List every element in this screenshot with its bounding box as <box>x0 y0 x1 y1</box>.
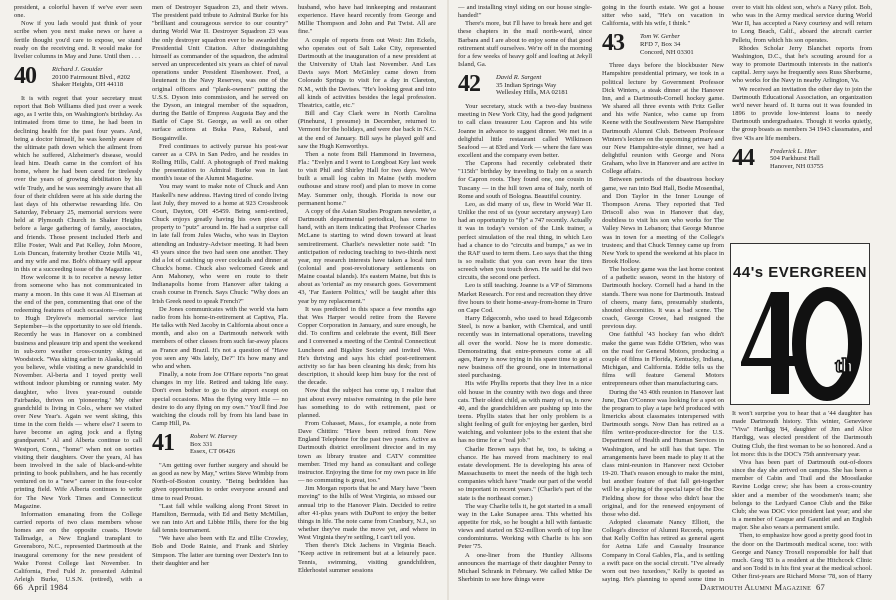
paragraph: Viva has been part of Dartmouth out-of-doors since the day she arrived on campus. She has been a member of Cabin and Trail and the Moosilauke Ravine Lodge crew; she has been a cross-country skier and a member of the woodsmen's team; she belongs to the Ledyard Canoe Club and the Bike Club; she was DOC vice president last year; and she is a member of Casque and Gauntlet and an English major. She also wears a permanent smile. <box>732 458 872 532</box>
class-address <box>52 65 130 89</box>
paragraph: "We have also been with Ez and Ellie Crowley, Bob and Dode Rainie, and Frank and Shirley Simpson. The latter are turning over Dexter's Inn to their daughter and her <box>152 535 288 567</box>
paragraph: From Cohasset, Mass., for example, a note from Dave Chittim: "Have been retired from New England Telephone for the past two years. Active as Dartmouth district enrollment director and in my town as library trustee and CATV committee member. Tried my hand as consultant and college instructor. Enjoying the time for my own pace in life — no commuting is great, too." <box>298 419 436 485</box>
paragraph: Jim Morgan reports that he and Mary have "been moving" to the hills of West Virginia, so missed our annual trip to the Hanover Plain. Decided to retire after 41-plus years with DuPont to enjoy the better things in life. The note came from Cranbury, N.J., so whether they've made the move yet, and where in West Virginia they're settling, I can't tell you. <box>298 485 436 542</box>
class-address <box>770 147 823 171</box>
paragraph: — and installing vinyl siding on our house single-handed!" <box>458 4 592 20</box>
paragraph: husband, who have had innkeeping and restaurant experience. Have heard recently from George and Millie Thompson and John and Pat Twist. All are fine." <box>298 4 436 36</box>
paragraph: It was predicted in this space a few months ago that Wes Harper would retire from the Revere Copper Corporation in January, and sure enough, he did. To confirm and celebrate the event, Bill Beer and I convened a meeting of the Central Connecticut Luncheon and Bigshire Society and invited Wes. He's thriving and says his chief post-retirement activity so far has been cleaning his desk; from his description, it should keep him busy for the rest of the decade. <box>298 305 436 387</box>
paragraph: "Am getting over further surgery and should be as good as new by May," writes Steve Wimbip from North-of-Boston country. "Being bedridden has given opportunities to order everyone around and time to read Proust. <box>152 461 288 502</box>
paragraph: Adopted classmate Nancy Elliott, the College's director of Alumni Records, reports that Kelly Coffin has retired as general agent for Aetna Life and Casualty Insurance Company in Coral Gables, Fla., and is settling a swift pace on the social circuit. "I've already worn out two tuxedoes," Kelly is quoted as saying. He's planning to spend some time in <box>602 519 724 584</box>
emblem-band: 44's EVERGREEN <box>733 264 867 281</box>
paragraph: It is with regret that your secretary must report that Bob Williams died just over a week ago, as I write this, on Washington's birthday. As intimated from time to time, he had been in declining health for the past four years. And, being a doctor himself, he was keenly aware of the ultimate path down which the ailment from which he suffered, Alzheimer's disease, would lead him. Death came in the comfort of his home, where he had been cared for tirelessly over the years of growing debilitation by his wife Trudy, and he was seemingly aware that all four of their children were at his side during the last days of his otherwise rewarding life. On Saturday, February 25, memorial services were held at Plymouth Church in Shaker Heights before a large gathering of family, associates, and friends. Those present included Herb and Ellie Foster, Walt and Pat Kelley, John Moore, Lois Duncan, fraternity brother Ozzie Mills '41, and my wife and me. Bob's obituary will appear in this or a succeeding issue of the Magazine. <box>14 94 142 274</box>
paragraph: Then there's Dick Jachens in Virginia Beach. "Keep active in retirement but at a leisurely pace. Tennis, swimming, visiting grandchildren, Elderhostel summer sessions <box>298 542 436 574</box>
paragraph: president, a colorful haven if we've ever seen one. <box>14 4 142 20</box>
class-header-44 <box>732 144 872 171</box>
right-folio <box>700 582 825 592</box>
emblem-year-suffix: th <box>835 355 853 377</box>
paragraph: Now if you lads would just think of your scribe when you next make news or have a fertile thought you'd care to expose, we stand ready on the receiving end. It would make for livelier columns in May and June. Until then . . . <box>14 20 142 60</box>
paragraph: How welcome it is to receive a newsy letter from someone who has not communicated in many a moon. In this case it was Al Eiseman at the end of the pen, commenting that one of the redeeming features of such occasions—referring to Hugh Drylove's memorial service last September—is the opportunity to see old friends. Recently he was in Hanover on a combined business and pleasure trip and spent the weekend in sub-zero weather cross-country skiing at Woodstock. "Was skiing earlier in Alaska, would you believe, while visiting a new grandchild in November. Al-berta and I toyed pretty well without indoor plumbing or running water. My daughter, who lives year-round outside Fairbanks, thrives on 'pioneering.' My other grandchild is living in Colo., where we visited over New Year's. Again we went skiing, this time in the corn fields — where else? I seem to have become an aging jock and a flying grandparent." Al and Alberta continue to call Westport, Conn., "home" when not on sorties visiting their daughters. Over the years, Al has been involved in the sale of black-and-white printing to book publishers, and he has recently ventured on to a "new" career in the four-color printing field. Wife Alberta continues to write for The New York Times and Connecticut Magazine. <box>14 274 142 510</box>
class-header-40 <box>14 65 142 89</box>
paragraph: During the '43 40th reunion in Hanover last June, Dan O'Connor was looking for a spot on the program to play a tape he'd produced with limericks about classmates interspersed with Dartmouth songs. Now Dan has retired as a film writer-producer-director for the U.S. Department of Health and Human Services in Washington, and he still has that tape. The arrangements have been made to play it at the class mini-reunion in Hanover next October 19-20. That's reason enough to make the mini, but another feature of that fall get-together will be a playing of the special tape of the Doc Fielding show for those who didn't hear the original, and for the renewed enjoyment of those who did. <box>602 388 724 518</box>
secretary-name: Robert W. Harvey <box>190 433 238 441</box>
paragraph: Three days before the blockbuster New Hampshire presidential primary, we took in a political lecture by Government Professor Dick Winters, a steak dinner at the Hanover Inn, and a Dartmouth-Cornell hockey game. We shared all three events with Fritz Geller and his wife Nanice, who came up from Keene with the Southwestern New Hampshire Dartmouth Alumni Club. Between Professor Winters's lecture on the upcoming primary and our New Hampshire-style dinner, we had a delightful reunion with George and Nora Graham, who live in Hanover and are active in College affairs. <box>602 62 724 176</box>
big-4-graphic <box>741 292 801 394</box>
paragraph: You may want to make note of Chuck and Ann Haskell's new address. Having tired of condo living last July, they moved to a home at 923 Crossbrook Court, Dayton, OH 45459. Being semi-retired, Chuck enjoys greatly having his own piece of property to "putz" around in. He had a surprise call in late fall from Jules Wachs, who was in Dayton attending an Industry-Advisor meeting. It had been 43 years since the two had seen one another. They did a lot of catching up over cocktails and dinner at Chuck's home. Chuck also welcomed Greek and Ann Mahoney, who were en route to their Indianapolis home from Hanover after taking a crash course in French. Says Chuck: "Why does an Irish Greek need to speak French?" <box>152 183 288 305</box>
class-header-41 <box>152 432 288 456</box>
class-header-42 <box>458 73 592 97</box>
paragraph: Leo is still teaching. Joanne is a VP of Simmons Market Research. For rest and recreation they drive five hours to their home-away-from-home in Truro on Cape Cod. <box>458 282 592 314</box>
paragraph: Your secretary, stuck with a two-day business meeting in New York City, had the good judgment to call class treasurer Lou Capron and his wife Joanne in advance to suggest dinner. We met in a delightful little restaurant called Wilkinson Seafood — at 83rd and York — where the fare was excellent and the company even better. <box>458 103 592 159</box>
class-number: 41 <box>152 430 174 457</box>
left-folio <box>14 582 68 592</box>
address-line: 35 Indian Springs Way <box>496 81 557 89</box>
right-column-3-top <box>732 4 872 239</box>
class-number: 42 <box>458 71 480 98</box>
paragraph: There's more, but I'll have to break here and get these chapters in the mail north-ward, since Barbara and I are about to enjoy some of that good retirement stuff ourselves. We're off in the morning for a few weeks of heavy golf and loafing at Jekyll Island, Ga. <box>458 20 592 69</box>
paragraph: Now that the subject has come up, I realize that just about every missive remaining in the pile here has something to do with retirement, past or planned. <box>298 387 436 419</box>
paragraph: Charlie Brown says that he, too, is taking a chance. He has moved from machinery to real estate development. He is developing his area of Massachusetts to meet the needs of the high tech companies which have "made our part of the world so important in recent years." (Charlie's part of the state is the northeast corner.) <box>458 445 592 502</box>
paragraph: Then, to emphasize how good a pretty good foot in the door on the Dartmouth medical scene, too: with George and Nancy Troxell responsible for half that much. Greg '83 is a resident at the Hitchcock Clinic and son Todd is in his first year at the medical school. Other first-years are Richard Morse '78, son of Harry <box>732 532 872 580</box>
paragraph: Fred continues to actively pursue his post-war career as a CPA in San Pedro, and he resides in Rolling Hills, Calif. A photograph of Fred making the presentation to Admiral Burke was in last month's issue of the Alumni Magazine. <box>152 142 288 183</box>
class-address <box>640 32 694 56</box>
page-gutter <box>447 0 449 600</box>
paragraph: Finally, a note from Joe O'Hare reports "no great changes in my life. Retired and taking life easy. Don't even bother to go to the airport except on special occasions. Miss the flying very little — no desire to do any flying on my own." You'll find Joe watching the clouds roll by from his land base in Camp Hill, Pa. <box>152 371 288 427</box>
paragraph: One faithful '43 hockey fan who didn't make the game was Eddie O'Brien, who was on the road for General Motors, producing a couple of films in Florida, Kentucky, Indiana, Michigan, and California. Eddie tells us the films will feature General Motors entrepreneurs other than manufacturing cars. <box>602 331 724 388</box>
page-number: 67 <box>815 582 826 592</box>
address-line: Essex, CT 06426 <box>190 448 236 456</box>
paragraph: It won't surprise you to hear that a '44 daughter has made Dartmouth history. This winter, Genevieve "Viva" Hardigg '84, daughter of Jim and Alice Hardigg, was elected president of the Dartmouth Outing Club, the first woman to be so honored. And a lot more: this is the DOC's 75th anniversary year. <box>732 410 872 458</box>
paragraph: Leo, as did many of us, flew in World War II. Unlike the rest of us (your secretary anyway) Leo had an opportunity to "fly" a 747 recently. Actually it was in today's version of the Link trainer, a perfect simulation of the real thing, in which Leo had a chance to do "circuits and bumps," as we in the RAF used to term them. Leo says that the thing is so realistic that you can even hear the tires screech when you touch down. He said he did two circuits, the second one perfect. <box>458 200 592 282</box>
forty-th-graphic <box>731 244 869 404</box>
right-column-3-bottom <box>732 410 872 580</box>
left-column-2 <box>152 4 288 584</box>
right-column-1 <box>458 4 592 584</box>
secretary-name: Tom W. Gerber <box>640 33 680 41</box>
big-0-graphic <box>799 294 855 394</box>
address-line: 504 Parkhurst Hall <box>770 155 820 163</box>
page-number: 66 <box>14 582 24 592</box>
evergreen-emblem <box>730 243 870 405</box>
paragraph: A one-liner from the Huntley Allisons announces the marriage of their daughter Penny to Michael Schrank in February. We called Mike De Sherbinin to see how things were <box>458 551 592 584</box>
left-column-1 <box>14 4 142 584</box>
paragraph: We received an invitation the other day to join the Dartmouth Educational Association, an organization we'd never heard of. It turns out it was founded in 1896 to provide low-interest loans to needy Dartmouth undergraduates. Though it works quietly, the group boasts as members 34 1943 classmates, and five '43s are life members. <box>732 85 872 142</box>
paragraph: A couple of reports from out West: Jim Eckels, who operates out of Salt Lake City, represented Dartmouth at the inauguration of a new president at the University of Utah last November. And Les Davis says Mort McGinley came down from Colorado Springs to visit for a day in Clareton, N.M., with the Davises. "He's looking great and into all kinds of activities besides the legal profession. Theatrics, cattle, etc." <box>298 36 436 109</box>
paragraph: The way Charlie tells it, he got started in a small way in the Lake Sunapee area. This whetted his appetite for risk, so he bought a hill with fantastic views and started on $32-million worth of top line condominiums. Working with Charlie is his son Peter '75. <box>458 502 592 551</box>
paragraph: "Last fall while walking along Front Street in Hamilton, Bermuda, with Ed and Betty McMillan, we ran into Art and Libbie Hills, there for the big fall tennis tournament. <box>152 502 288 535</box>
paragraph: over to visit his oldest son, who's a Navy pilot. Bob, who was in the Army medical service during World War II, has accepted a Navy courtesy and will return to Long Beach, Calif., aboard the aircraft carrier Pelleiu, from which his son operates. <box>732 4 872 44</box>
paragraph: Harry Edgecomb, who used to head Edgecomb Steel, is now a banker, with Chemical, and until recently was in international operations, traveling all over the world. Now he is more domestic. Demonstrating that entre-preneurs come at all ages, Harry is now trying in his spare time to get a new business off the ground, one in international steel purchasing. <box>458 315 592 380</box>
class-number: 44 <box>732 144 754 171</box>
paragraph: Bill and Cay Clark were in North Carolina (Pinehurst, I presume) in December, returned to Vermont for the holidays, and were due back in N.C. at the end of January. Bill says he played golf and saw the Hugh Kenworthys. <box>298 110 436 150</box>
address-line: RFD 7, Box 34 <box>640 41 681 49</box>
paragraph: Then a note from Bill Hammond in Inverness, Fla.: "Evelyn and I went to Longboat Key last week to visit Phil and Shirley Hall for two days. We've built a small log cabin in Maine (with modern outhouse and straw roof) and plan to move in come May. Summer only, though. Florida is now our permanent home." <box>298 150 436 207</box>
class-address <box>190 432 237 456</box>
magazine-title: Dartmouth Alumni Magazine <box>700 582 812 592</box>
secretary-name: David R. Sargent <box>496 74 542 82</box>
class-address <box>496 73 568 97</box>
th-letters <box>835 355 853 377</box>
class-header-43 <box>602 32 724 56</box>
class-number: 40 <box>14 63 36 90</box>
paragraph: going in the fourth estate. We got a house sitter who said, "He's on vacation in California, with his wife, I think." <box>602 4 724 28</box>
secretary-name: Richard J. Gouider <box>52 66 103 74</box>
paragraph: Rhodes Scholar Jerry Blanchet reports from Washington, D.C., that he's scouting around for a way to promote Dartmouth interests in the nation's capital. Jerry says he frequently sees Russ Sherburne, who works for the Navy in nearby Arlington, Va. <box>732 44 872 85</box>
left-column-3 <box>298 4 436 584</box>
address-line: Concord, NH 03301 <box>640 48 694 56</box>
paragraph: Between periods of the disastrous hockey game, we ran into Bud Hall, Bodie Mosenthal, and Don Taylor in the Inner Lounge of Thompson Arena. They reported that Ted Driscoll also was in Hanover that day, doubtless to visit his son who works for The Valley News in Lebanon; that George Munroe was in town for a meeting of the College's trustees; and that Chuck Tenney came up from New York to spend the weekend at his place in Brook Hollow. <box>602 176 724 265</box>
paragraph: His wife Phyllis reports that they live in a nice old house in the country with two dogs and three cats. Their oldest child, as with many of us, is now 40, and the grandchildren are pushing up into the teens. Phyllis states that her only problem is a slight feeling of guilt for enjoying her garden, bird watching, and volunteer jobs to the extent that she has no time for a "real job." <box>458 380 592 445</box>
paragraph: men of Destroyer Squadron 23, and their wives. The president paid tribute to Admiral Burke for his "brilliant and courageous service to our country" during World War II. Destroyer Squadron 23 was the only destroyer squadron ever to be awarded the Presidential Unit Citation. After distinguishing himself as commander of the squadron, the admiral served an unprecedented six years as chief of naval operations under President Eisenhower. Fred, a lieutenant in the Navy Reserves, was one of the original officers and "plank-owners" putting the U.S.S. Dyson into commission, and he served on the Dyson, an integral member of the squadron, during the Battle of Empress Augusta Bay and the Battle of Cape St. George, as well as on other surface actions at Buka Pass, Rabaul, and Bougainville. <box>152 4 288 142</box>
address-line: 20100 Fairmount Blvd., #202 <box>52 73 131 81</box>
paragraph: The Caprons had recently celebrated their "115th" birthday by traveling to Italy on a search for Capron roots. They found one, one cousin in Tuscany — in the hill town area of Italy, north of Rome and south of Bologna. Beautiful country. <box>458 160 592 200</box>
address-line: Box 331 <box>190 440 213 448</box>
address-line: Hanover, NH 03755 <box>770 162 824 170</box>
paragraph: The hockey game was the last home contest of a pathetic season, worst in the history of Dartmouth hockey. Cornell had a hand in the stands. There was none for Dartmouth. Instead of cheers, many fans, presumably students, shouted obscenities. It was a bad scene. The coach, George Crowe, had resigned the previous day. <box>602 266 724 331</box>
class-number: 43 <box>602 30 624 57</box>
paragraph: Information emanating from the College carried reports of two class members whose homes are on the opposite coasts. Howie Tallmadge, a New England transplant to Greensboro, N.C., represented Dartmouth at the inaugural ceremony for the new president of Wake Forest College last November. In California, Fred Fuld Jr. presented Admiral Arleigh Burke, U.S.N. (retired), with a <box>14 510 142 584</box>
paragraph: A copy of the Asian Studies Program newsletter, a Dartmouth departmental periodical, has come to hand, with an item indicating that Professor Charles McLane is starting to wind down toward at least semiretirement. Charlie's newsletter note said: "In anticipation of reducing teaching to two-thirds next year, my research interests have taken a local turn (colonial and post-revolutionary settlements on Maine coastal islands). It's eastern Maine, but this is about as 'oriental' as my research goes. Government 43, 'Far Eastern Politics,' will be taught after this year by my replacement." <box>298 207 436 305</box>
secretary-name: Frederick L. Hier <box>770 147 817 155</box>
paragraph: De Jones communicates with the world via ham radio from his home-in-retirement at Captiva, Fla. He talks with Ned Jacoby in California about once a month, and also on a Dartmouth network with members of other classes from such far-away places as France and Brazil. It's not a question of "Have you seen any '40s lately, De?" It's how many and who and when. <box>152 305 288 370</box>
address-line: Shaker Heights, OH 44118 <box>52 81 124 89</box>
address-line: Wellesley Hills, MA 02181 <box>496 89 568 97</box>
right-column-2 <box>602 4 724 584</box>
issue-date: April 1984 <box>27 582 69 592</box>
